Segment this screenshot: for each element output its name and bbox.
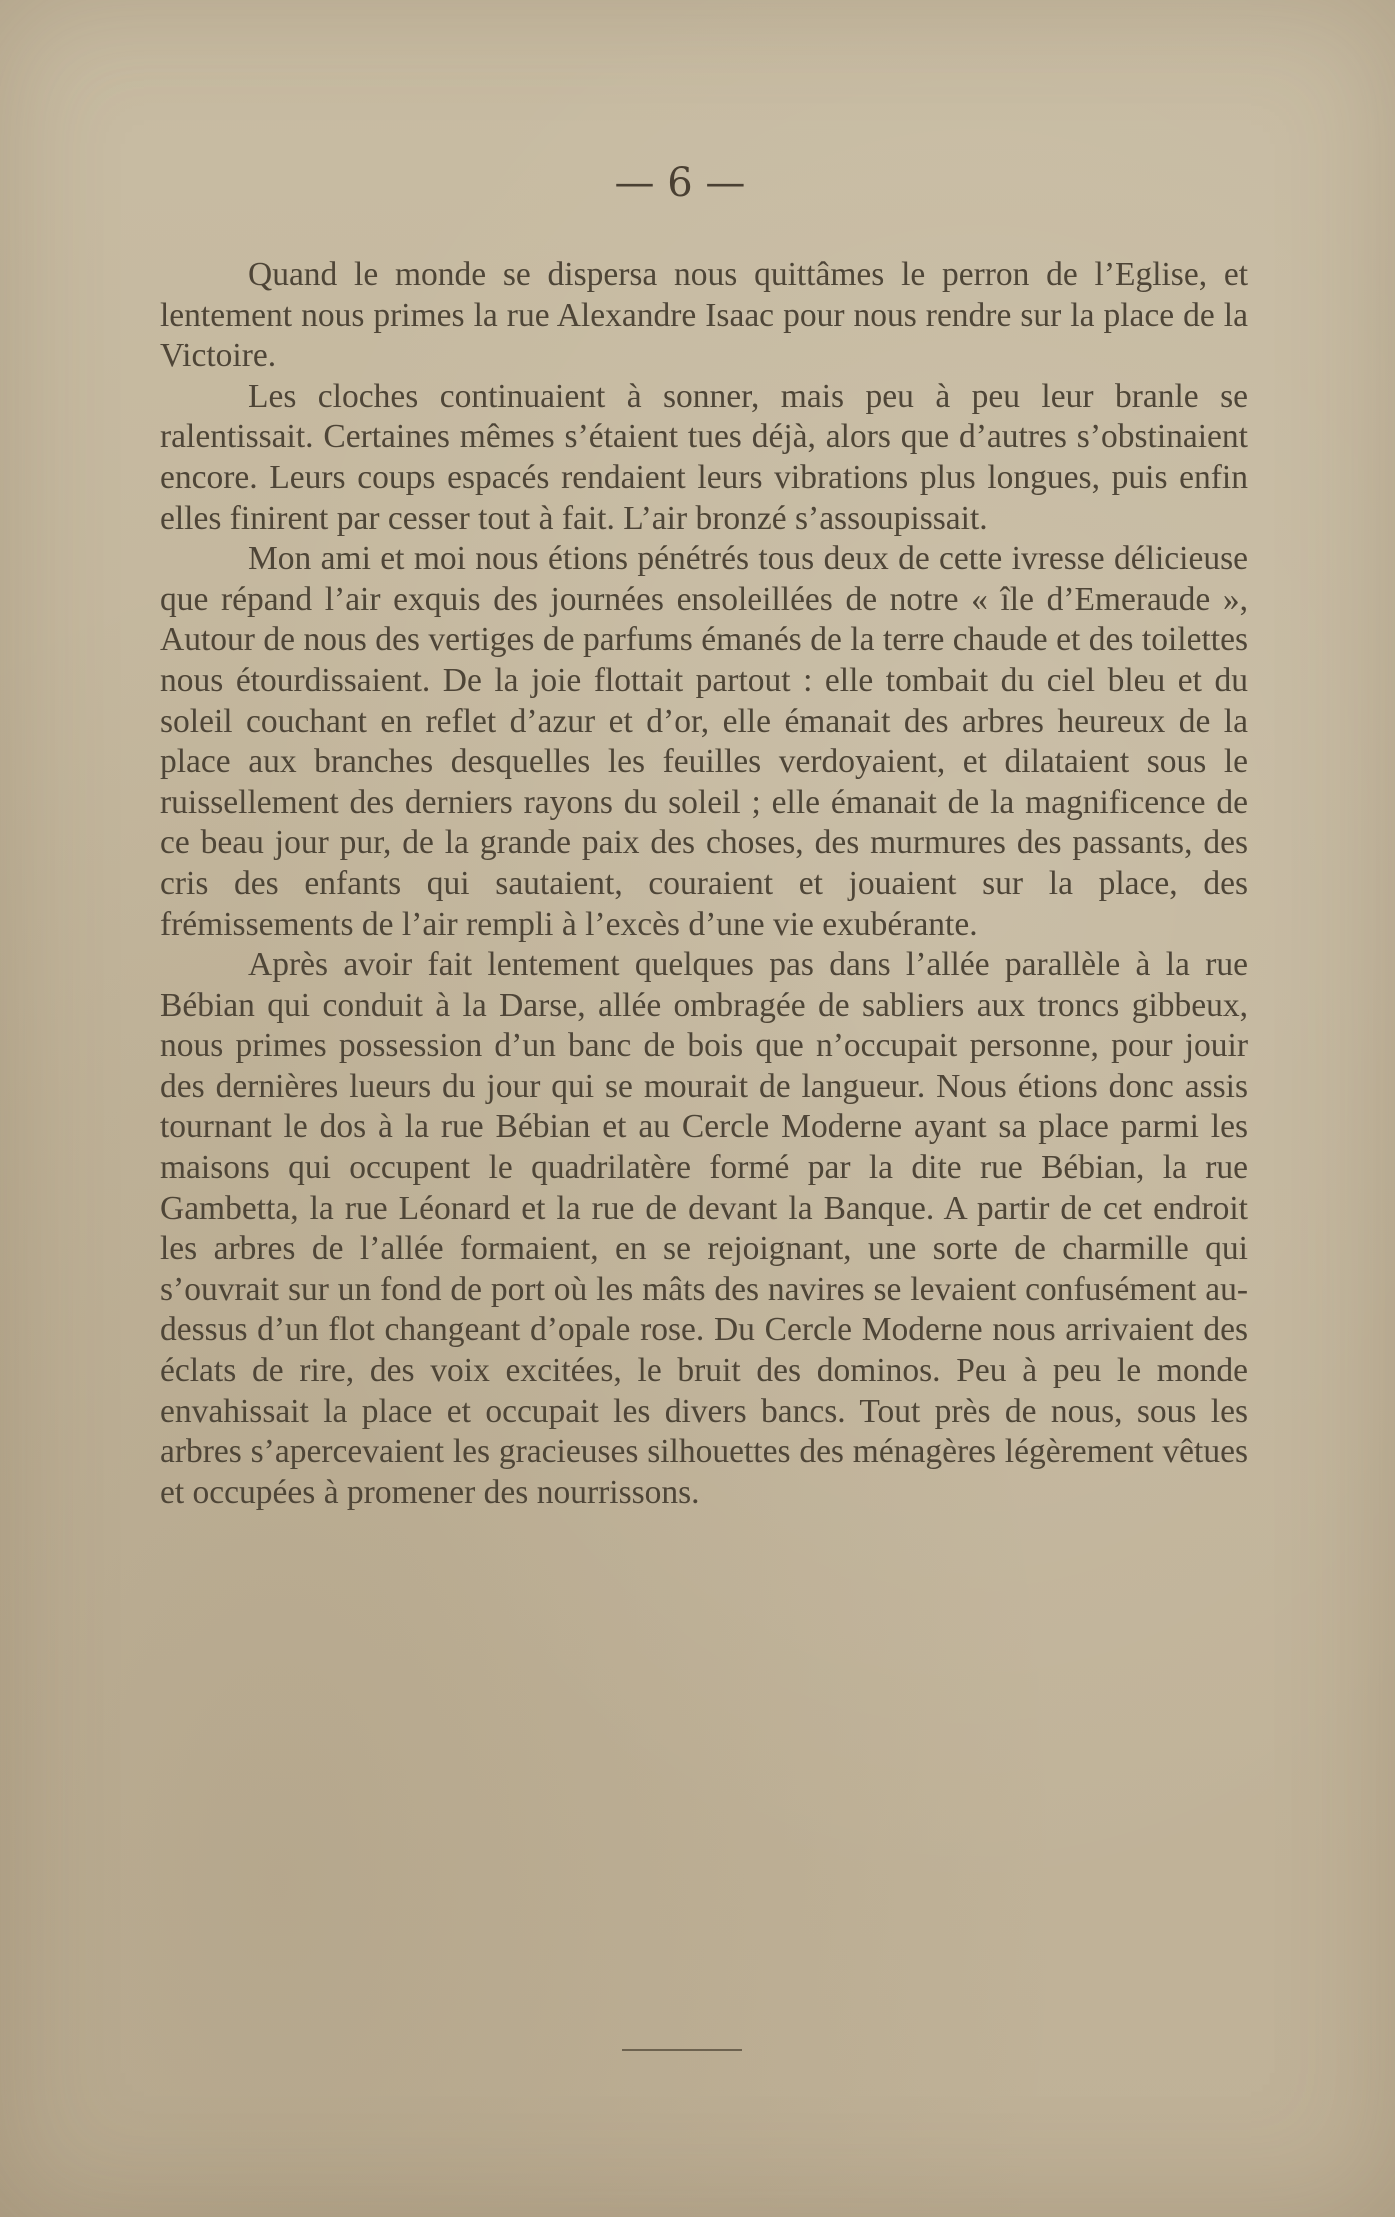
- body-text: [160, 255, 1248, 1513]
- end-rule: [622, 2049, 742, 2051]
- page-number: — 6 —: [614, 160, 746, 206]
- paragraph-2: Les cloches continuaient à sonner, mais peu à peu leur branle se ralentissait. Certaines mêmes s’étaient tues déjà, alors que d’autres s’obstinaient encore. Leurs coups espacés rendaient leurs vibrations plus longues, puis enfin elles finirent par cesser tout à fait. L’air bronzé s’assoupissait.: [160, 377, 1248, 537]
- paragraph-1: Quand le monde se dispersa nous quittâmes le perron de l’Eglise, et lentement nous primes la rue Alexandre Isaac pour nous rendre sur la place de la Victoire.: [160, 256, 1248, 375]
- paragraph-3: Mon ami et moi nous étions pénétrés tous deux de cette ivresse délicieuse que répand l’air exquis des journées ensoleillées de notre « île d’Emeraude », Autour de nous des vertiges de parfums émanés de la terre chaude et des toilettes nous étourdissaient. De la joie flottait partout : elle tombait du ciel bleu et du soleil couchant en reflet d’azur et d’or, elle émanait des arbres heureux de la place aux branches desquelles les feuilles verdoyaient, et dilataient sous le ruissellement des derniers rayons du soleil ; elle émanait de la magnificence de ce beau jour pur, de la grande paix des choses, des murmures des passants, des cris des enfants qui sautaient, couraient et jouaient sur la place, des frémissements de l’air rempli à l’excès d’une vie exubérante.: [160, 540, 1248, 943]
- paragraph-4: Après avoir fait lentement quelques pas dans l’allée parallèle à la rue Bébian qui conduit à la Darse, allée ombragée de sabliers aux troncs gibbeux, nous primes possession d’un banc de bois que n’occupait personne, pour jouir des dernières lueurs du jour qui se mourait de langueur. Nous étions donc assis tournant le dos à la rue Bébian et au Cercle Moderne ayant sa place parmi les maisons qui occupent le quadrilatère formé par la dite rue Bébian, la rue Gambetta, la rue Léonard et la rue de devant la Banque. A partir de cet endroit les arbres de l’allée formaient, en se rejoignant, une sorte de charmille qui s’ouvrait sur un fond de port où les mâts des navires se levaient confusément au-dessus d’un flot changeant d’opale rose. Du Cercle Moderne nous arrivaient des éclats de rire, des voix excitées, le bruit des dominos. Peu à peu le monde envahissait la place et occupait les divers bancs. Tout près de nous, sous les arbres s’apercevaient les gracieuses silhouettes des ménagères légèrement vêtues et occupées à promener des nourrissons.: [160, 946, 1248, 1511]
